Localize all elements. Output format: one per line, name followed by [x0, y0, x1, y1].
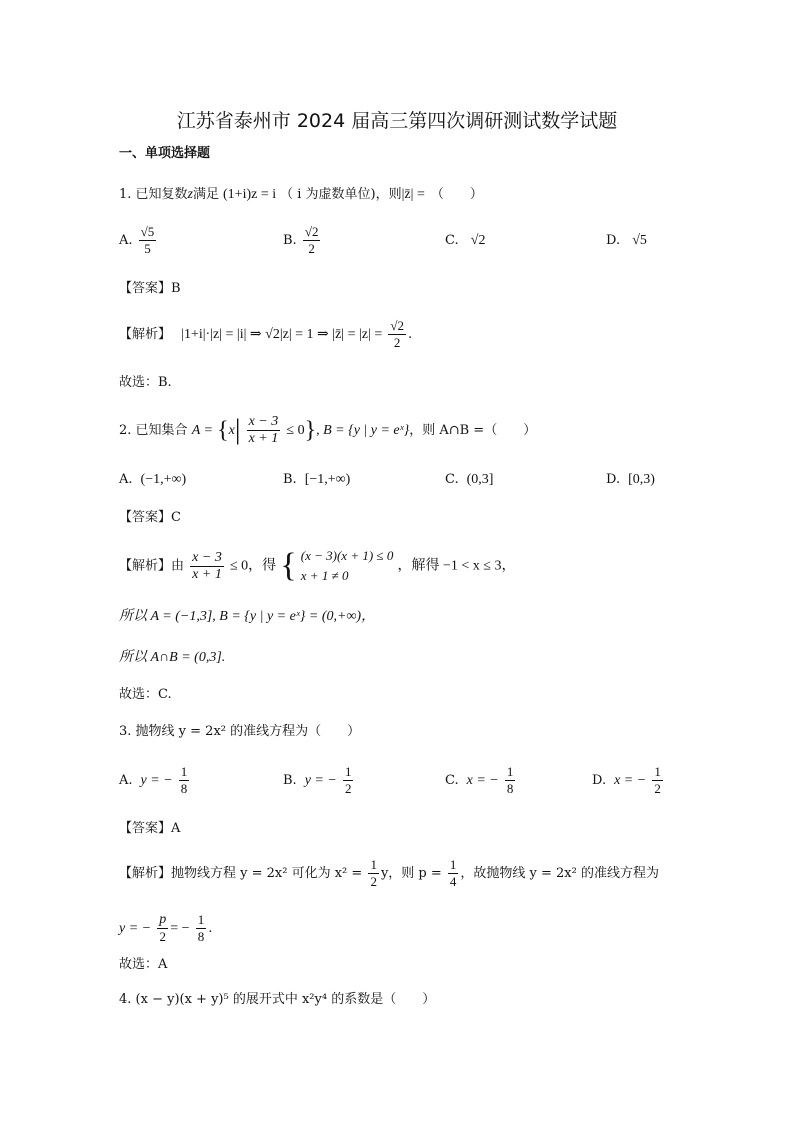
fraction: $\frac{1}{2}$ [370, 857, 377, 889]
q1-stem: 1. 已知复数z满足 (1+i)z = i （ i 为虚数单位)，则|z̄| = （ ） [119, 187, 483, 202]
fraction: $\frac{1}{2}$ [654, 764, 661, 796]
q1-option-d[interactable]: D. √5 [606, 233, 647, 248]
q2-stem: 2. 已知集合 A = {x| $\frac{x - 3}{x + 1}$ ≤ 0}, B = {y | y = eˣ}，则 A∩B =（ ） [119, 414, 537, 446]
q2-option-b[interactable]: B. [−1,+∞) [283, 472, 351, 487]
q3-option-d[interactable]: D. x = − $\frac{1}{2}$ [592, 764, 661, 796]
q3-analysis-result: y = − $\frac{p}{2}$ = − $\frac{1}{8}$ . [119, 912, 213, 944]
q1-answer: 【答案】B [119, 281, 181, 296]
fraction: $\frac{1}{8}$ [506, 764, 514, 796]
fraction: $\frac{x - 3}{x + 1}$ [248, 414, 279, 446]
q1-option-a[interactable]: A. $\frac{√5}{5}$ [119, 224, 155, 256]
q2-option-c[interactable]: C. (0,3] [445, 472, 494, 487]
q1-option-c[interactable]: C. √2 [445, 233, 486, 248]
q1-option-b[interactable]: B. $\frac{√2}{2}$ [283, 224, 319, 256]
q3-option-c[interactable]: C. x = − $\frac{1}{8}$ [445, 764, 514, 796]
fraction: $\frac{√5}{5}$ [140, 224, 155, 256]
q2-analysis-line3: 所以 A∩B = (0,3]. [119, 650, 226, 665]
q3-option-b[interactable]: B. y = − $\frac{1}{2}$ [283, 764, 352, 796]
q3-analysis: 【解析】抛物线方程 y = 2x² 可化为 x² = $\frac{1}{2}$ y，则 p = $\frac{1}{4}$ ，故抛物线 y = 2x² 的准线方程为 [119, 857, 659, 889]
q3-answer: 【答案】A [119, 821, 181, 836]
q3-conclusion: 故选：A [119, 957, 168, 972]
q3-option-a[interactable]: A. y = − $\frac{1}{8}$ [119, 764, 188, 796]
q2-conclusion: 故选：C. [119, 687, 172, 702]
section-heading: 一、单项选择题 [119, 146, 211, 161]
fraction: $\frac{p}{2}$ [159, 912, 167, 944]
q4-stem: 4. (x − y)(x + y)⁵ 的展开式中 x²y⁴ 的系数是（ ） [119, 992, 436, 1007]
q2-analysis-line2: 所以 A = (−1,3], B = {y | y = eˣ} = (0,+∞)， [119, 609, 376, 624]
q2-analysis: 【解析】由 $\frac{x - 3}{x + 1}$ ≤ 0，得 { (x − 3)(x + 1) ≤ 0 x + 1 ≠ 0 ，解得 −1 < x ≤ 3， [119, 547, 516, 584]
q2-option-a[interactable]: A. (−1,+∞) [119, 472, 187, 487]
q3-stem: 3. 抛物线 y = 2x² 的准线方程为（ ） [119, 724, 361, 739]
q1-analysis: 【解析】 |1+i|·|z| = |i| ⇒ √2|z| = 1 ⇒ |z̄| = |z| = $\frac{√2}{2}$ . [119, 318, 413, 350]
fraction: $\frac{1}{2}$ [344, 764, 352, 796]
fraction: $\frac{1}{8}$ [197, 912, 205, 944]
fraction: $\frac{√2}{2}$ [390, 318, 404, 350]
fraction: $\frac{1}{8}$ [180, 764, 188, 796]
q1-conclusion: 故选：B. [119, 375, 172, 390]
fraction: $\frac{x - 3}{x + 1}$ [192, 549, 222, 582]
fraction: $\frac{1}{4}$ [449, 857, 457, 889]
fraction: $\frac{√2}{2}$ [304, 224, 319, 256]
q2-option-d[interactable]: D. [0,3) [606, 472, 655, 487]
page-title: 江苏省泰州市 2024 届高三第四次调研测试数学试题 [176, 110, 618, 132]
q2-answer: 【答案】C [119, 510, 181, 525]
equation-system: (x − 3)(x + 1) ≤ 0 x + 1 ≠ 0 [300, 548, 394, 583]
